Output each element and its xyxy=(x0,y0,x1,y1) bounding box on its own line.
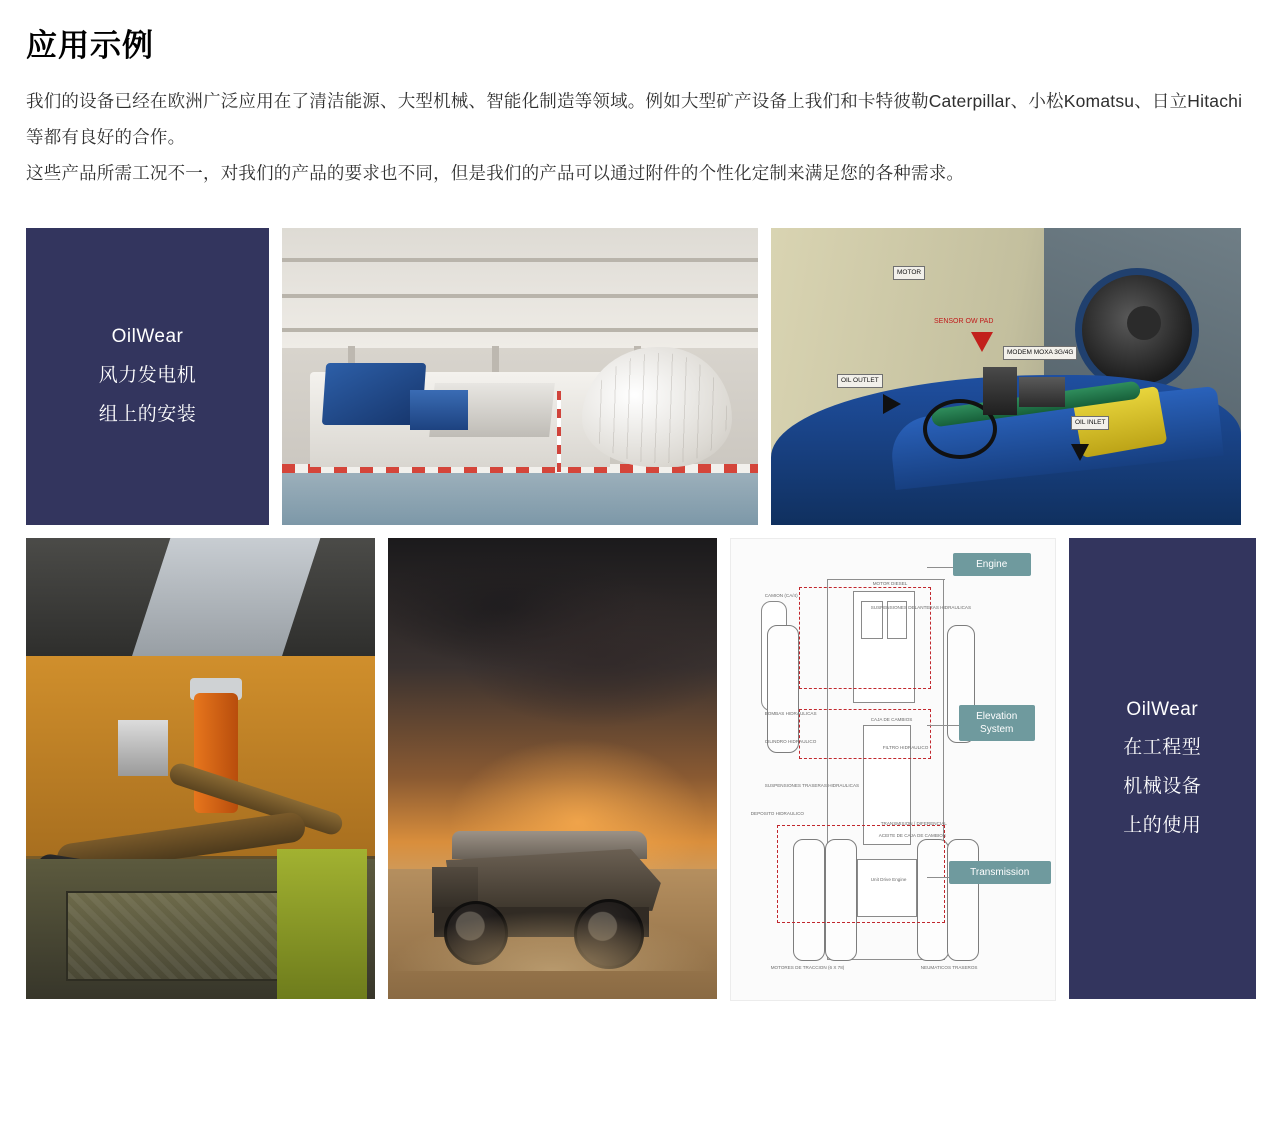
caption-line: 上的使用 xyxy=(1123,815,1202,837)
roof-beam xyxy=(282,294,758,298)
diagram-note: FILTRO HIDRAULICO xyxy=(882,744,929,750)
diagram-label-transmission: Transmission xyxy=(949,861,1051,884)
caption-line: OilWear xyxy=(111,326,184,348)
control-box xyxy=(118,720,168,776)
factory-floor xyxy=(282,467,758,525)
image-gallery xyxy=(26,228,1256,1001)
roof-beam xyxy=(282,258,758,262)
caption-line: 在工程型 xyxy=(1123,737,1202,759)
sensor-device xyxy=(983,367,1017,415)
wind-turbine-nacelle-assembly-photo xyxy=(282,228,758,525)
caption-panel-engineering-machinery xyxy=(1069,538,1256,999)
diagram-note: TRANSMISION / DIFERENCIAL xyxy=(880,820,947,826)
arrow-right-black-icon xyxy=(883,394,901,414)
caption-line: 风力发电机 xyxy=(98,364,197,386)
fan-hub xyxy=(1127,306,1161,340)
roof-beam xyxy=(282,328,758,332)
caption-line: 组上的安装 xyxy=(98,403,197,425)
annotation-oil-inlet: OIL INLET xyxy=(1071,416,1109,430)
diagram-highlight-transmission xyxy=(777,825,945,923)
diagram-tire xyxy=(767,625,799,753)
modem-device xyxy=(1019,377,1065,407)
caption-panel-wind-turbine xyxy=(26,228,269,525)
gallery-row-top xyxy=(26,228,1256,525)
mining-dump-truck-photo xyxy=(388,538,717,999)
sensor-installation-annotated-photo xyxy=(771,228,1241,525)
diagram-label-engine: Engine xyxy=(953,553,1031,576)
diagram-note: Unit Drive Engine xyxy=(870,876,907,882)
arrow-down-black-icon xyxy=(1071,444,1089,461)
intro-text-block xyxy=(26,84,1256,192)
diagram-note: MOTORES DE TRACCION (6 X 78) xyxy=(770,964,845,970)
diagram-note: ACEITE DE CAJA DE CAMBIOS xyxy=(878,832,946,838)
dust-cloud xyxy=(388,911,717,971)
excavator-engine-bay-photo xyxy=(26,538,375,999)
storm-cloud xyxy=(457,578,717,728)
diagram-note: CILINDRO HIDRAULICO xyxy=(764,738,817,744)
diagram-note: MOTOR DIESEL xyxy=(872,580,908,586)
annotation-modem: MODEM MOXA 3G/4G xyxy=(1003,346,1077,360)
diagram-note: NEUMATICOS TRASEROS xyxy=(920,964,978,970)
arrow-down-red-icon xyxy=(971,332,993,352)
page-title: 应用示例 xyxy=(26,28,154,63)
caption-line: OilWear xyxy=(1126,698,1199,720)
diagram-label-elevation-system: Elevation System xyxy=(959,705,1035,741)
annotation-sensor-ow-pad: SENSOR OW PAD xyxy=(934,317,994,325)
intro-paragraph-1: 我们的设备已经在欧洲广泛应用在了清洁能源、大型机械、智能化制造等领域。例如大型矿产设备上我们和卡特彼勒Caterpillar、小松Komatsu、日立Hitachi 等都有良好的合作。 xyxy=(26,91,1243,148)
diagram-note: DEPOSITO HIDRAULICO xyxy=(750,810,804,816)
diagram-note: BOMBAS HIDRAULICAS xyxy=(764,710,817,716)
diagram-note: CAJA DE CAMBIOS xyxy=(870,716,913,722)
gallery-row-bottom xyxy=(26,538,1256,1001)
intro-paragraph-2: 这些产品所需工况不一，对我们的产品的要求也不同，但是我们的产品可以通过附件的个性化定制来满足您的各种需求。 xyxy=(26,163,965,184)
green-panel xyxy=(277,849,367,999)
caption-line: 机械设备 xyxy=(1123,776,1202,798)
annotation-oil-outlet: OIL OUTLET xyxy=(837,374,883,388)
nacelle-gearbox-blue xyxy=(410,390,468,430)
diagram-note: CAMION (CA/4) xyxy=(764,592,798,598)
annotation-motor: MOTOR xyxy=(893,266,925,280)
vehicle-system-schematic-diagram xyxy=(730,538,1056,1001)
diagram-tire xyxy=(947,839,979,961)
textured-floor-plate xyxy=(66,891,280,981)
warning-pole xyxy=(557,391,561,473)
diagram-note: SUSPENSIONES TRASERAS HIDRAULICAS xyxy=(764,782,860,788)
diagram-highlight-engine xyxy=(799,587,931,689)
diagram-note: SUSPENSIONES DELANTERAS HIDRAULICAS xyxy=(870,604,972,610)
